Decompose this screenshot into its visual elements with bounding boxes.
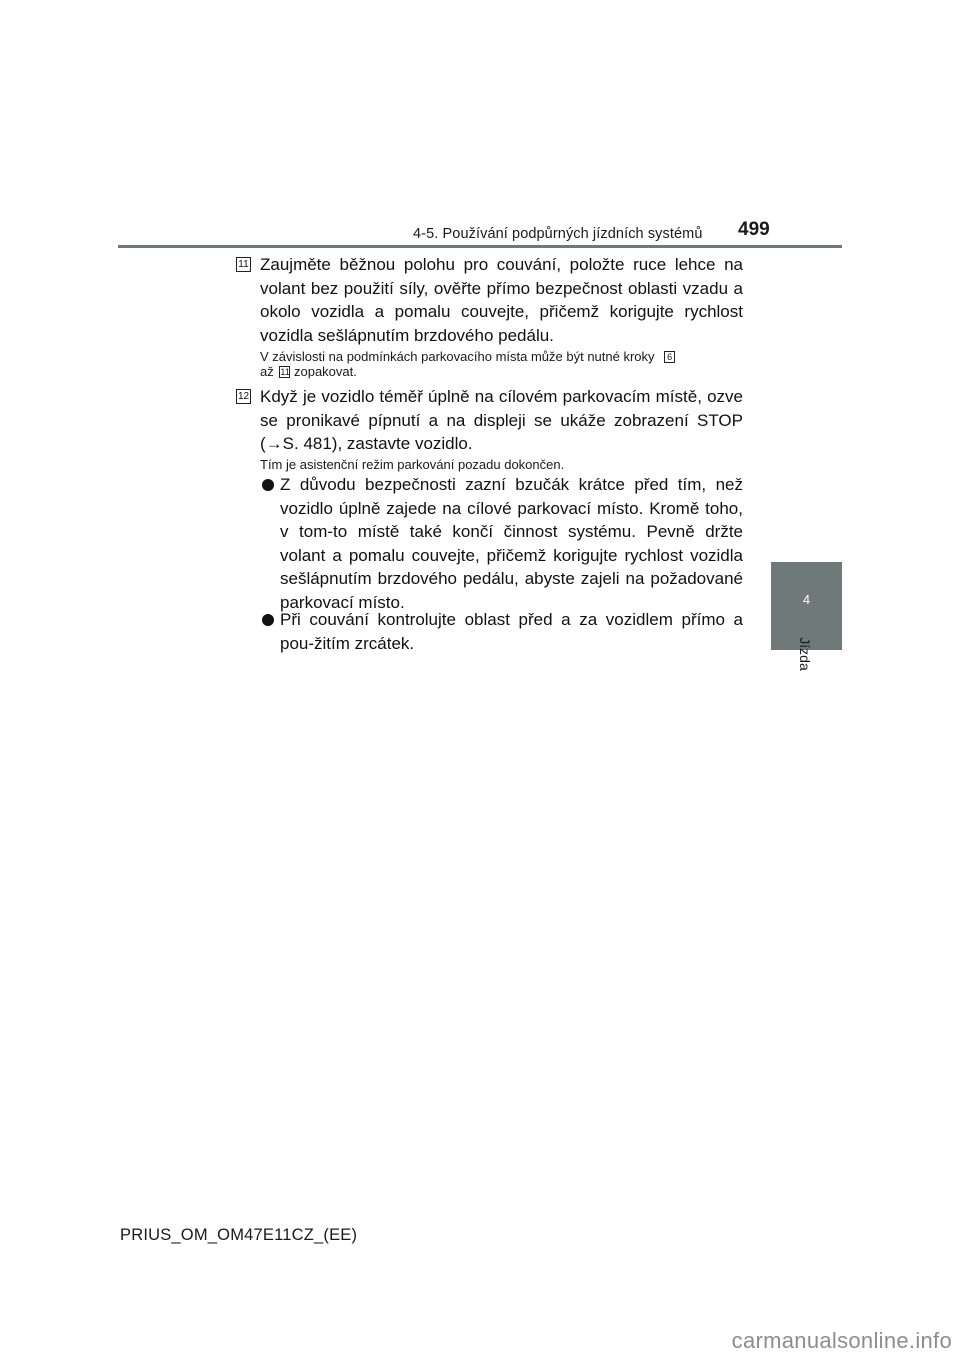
chapter-number: 4 xyxy=(802,592,811,607)
step-number-box: 12 xyxy=(237,391,250,402)
step-reference-box: 11 xyxy=(280,367,290,377)
chapter-title: Jízda xyxy=(797,637,813,671)
section-title: 4-5. Používání podpůrných jízdních systémů xyxy=(413,226,703,242)
note-text: V závislosti na podmínkách parkovacího místa může být nutné kroky xyxy=(260,349,655,364)
bullet-icon xyxy=(262,614,274,626)
header-rule xyxy=(118,245,842,248)
step-number-box: 11 xyxy=(236,257,251,272)
bullet-text: Z důvodu bezpečnosti zazní bzučák krátce před tím, než vozidlo úplně zajede na cílové parkovací místo. Kromě toho, v tom-to místě také končí činnost systému. Pevně držte volant a pomalu couvejte, přičemž korigujte rychlost vozidla sešlápnutím brzdového pedálu, abyste zajeli na požadované parkovací místo. xyxy=(280,475,743,612)
page-number: 499 xyxy=(738,219,770,240)
bullet-text: Při couvání kontrolujte oblast před a za vozidlem přímo a pou-žitím zrcátek. xyxy=(280,610,743,653)
watermark: carmanualsonline.info xyxy=(731,1328,952,1353)
step-text: Zaujměte běžnou polohu pro couvání, položte ruce lehce na volant bez použití síly, ověřte přímo bezpečnost oblasti vzadu a okolo vozidla a pomalu couvejte, přičemž korigujte rychlost vozidla sešlápnutím brzdového pedálu. xyxy=(260,255,743,345)
note-text: až xyxy=(260,364,274,379)
note-text: zopakovat. xyxy=(293,364,357,379)
step-note xyxy=(260,349,730,379)
step-reference-box: 6 xyxy=(664,351,675,363)
bullet-icon xyxy=(262,479,274,491)
document-code: PRIUS_OM_OM47E11CZ_(EE) xyxy=(120,1226,358,1244)
step-text: Když je vozidlo téměř úplně na cílovém parkovacím místě, ozve se pronikavé pípnutí a na displeji se ukáže zobrazení STOP (→S. 481), zastavte vozidlo. xyxy=(260,387,743,453)
step-note: Tím je asistenční režim parkování pozadu dokončen. xyxy=(260,457,565,472)
